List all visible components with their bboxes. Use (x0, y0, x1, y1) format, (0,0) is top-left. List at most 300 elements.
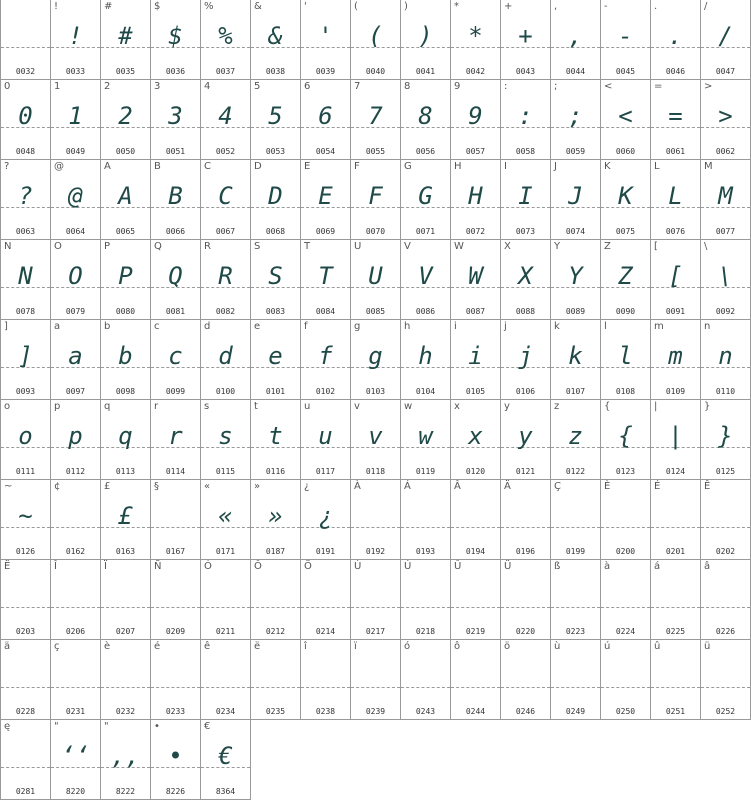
glyph-preview: ' (318, 22, 333, 50)
glyph-code: 8220 (65, 787, 86, 796)
glyph-cell (451, 560, 501, 640)
glyph-preview: G (418, 182, 433, 210)
glyph-code: 0115 (215, 467, 236, 476)
glyph-cell-label: O (54, 241, 62, 252)
glyph-preview: + (518, 22, 533, 50)
glyph-code: 0219 (465, 627, 486, 636)
glyph-preview: H (468, 182, 483, 210)
glyph-preview: . (668, 22, 683, 50)
glyph-preview: @ (68, 182, 83, 210)
glyph-code: 0056 (415, 147, 436, 156)
glyph-cell (501, 560, 551, 640)
glyph-cell (651, 480, 701, 560)
glyph-code: 0101 (265, 387, 286, 396)
glyph-code: 0042 (465, 67, 486, 76)
glyph-cell (201, 720, 251, 800)
glyph-code: 0052 (215, 147, 236, 156)
glyph-preview: b (118, 342, 133, 370)
glyph-code: 0252 (715, 707, 736, 716)
baseline-guide (51, 687, 100, 688)
glyph-code: 0062 (715, 147, 736, 156)
glyph-cell-label: 0 (4, 81, 11, 92)
glyph-cell (501, 240, 551, 320)
glyph-cell-label: R (204, 241, 211, 252)
glyph-cell-label: ö (504, 641, 511, 652)
glyph-code: 0081 (165, 307, 186, 316)
glyph-cell (301, 560, 351, 640)
glyph-preview: X (518, 262, 533, 290)
glyph-cell-label: r (154, 401, 159, 412)
glyph-cell-label: Ù (354, 561, 362, 572)
glyph-code: 0074 (565, 227, 586, 236)
glyph-cell (701, 640, 751, 720)
glyph-cell (251, 400, 301, 480)
glyph-code: 0123 (615, 467, 636, 476)
glyph-cell-label: â (704, 561, 711, 572)
glyph-cell-label: 1 (54, 81, 61, 92)
glyph-preview: M (718, 182, 733, 210)
baseline-guide (1, 767, 50, 768)
glyph-cell-label: G (404, 161, 412, 172)
glyph-cell-label: W (454, 241, 464, 252)
glyph-preview: T (318, 262, 333, 290)
glyph-cell (151, 240, 201, 320)
glyph-cell (351, 0, 401, 80)
glyph-code: 0243 (415, 707, 436, 716)
glyph-preview: 5 (268, 102, 283, 130)
glyph-code: 0032 (15, 67, 36, 76)
glyph-cell (351, 80, 401, 160)
glyph-cell-label: J (554, 161, 557, 172)
glyph-code: 0046 (665, 67, 686, 76)
glyph-cell (101, 160, 151, 240)
baseline-guide (651, 687, 700, 688)
glyph-code: 0043 (515, 67, 536, 76)
glyph-preview: • (168, 742, 183, 770)
glyph-cell-label: = (654, 81, 663, 92)
glyph-cell (401, 160, 451, 240)
glyph-cell (651, 320, 701, 400)
glyph-preview: * (468, 22, 483, 50)
glyph-cell-label: v (354, 401, 360, 412)
baseline-guide (501, 687, 550, 688)
glyph-cell-label: É (654, 481, 661, 492)
glyph-preview: q (118, 422, 133, 450)
baseline-guide (151, 607, 200, 608)
glyph-code: 0041 (415, 67, 436, 76)
glyph-code: 0163 (115, 547, 136, 556)
baseline-guide (101, 607, 150, 608)
glyph-cell-label: ' (304, 1, 307, 12)
glyph-code: 0059 (565, 147, 586, 156)
glyph-cell-label: ï (354, 641, 357, 652)
glyph-cell (551, 400, 601, 480)
glyph-cell-label: \ (704, 241, 708, 252)
glyph-cell-label: Ñ (154, 561, 162, 572)
glyph-cell-label: u (304, 401, 311, 412)
glyph-preview: £ (118, 502, 133, 530)
glyph-cell-label: k (554, 321, 560, 332)
glyph-code: 0110 (715, 387, 736, 396)
glyph-cell-label: % (204, 1, 214, 12)
glyph-cell (151, 320, 201, 400)
glyph-preview: < (618, 102, 633, 130)
glyph-cell (101, 80, 151, 160)
glyph-cell (701, 480, 751, 560)
glyph-cell-label: ] (4, 321, 8, 332)
glyph-preview: n (718, 342, 733, 370)
glyph-cell (401, 560, 451, 640)
glyph-code: 0211 (215, 627, 236, 636)
glyph-cell-label: ä (4, 641, 11, 652)
glyph-cell (301, 480, 351, 560)
glyph-code: 0120 (465, 467, 486, 476)
glyph-code: 0045 (615, 67, 636, 76)
glyph-cell (151, 400, 201, 480)
glyph-preview: | (668, 422, 683, 450)
glyph-code: 0085 (365, 307, 386, 316)
glyph-cell-label: [ (654, 241, 658, 252)
glyph-cell (51, 240, 101, 320)
glyph-code: 8226 (165, 787, 186, 796)
baseline-guide (601, 607, 650, 608)
glyph-code: 8364 (215, 787, 236, 796)
glyph-cell (1, 560, 51, 640)
glyph-cell (601, 400, 651, 480)
glyph-cell-label: b (104, 321, 111, 332)
glyph-code: 0105 (465, 387, 486, 396)
glyph-cell-label: " (104, 721, 109, 732)
glyph-code: 0058 (515, 147, 536, 156)
glyph-code: 0109 (665, 387, 686, 396)
glyph-code: 8222 (115, 787, 136, 796)
glyph-cell-label: ? (4, 161, 10, 172)
baseline-guide (1, 687, 50, 688)
glyph-code: 0106 (515, 387, 536, 396)
glyph-cell (251, 480, 301, 560)
glyph-cell-label: à (604, 561, 611, 572)
glyph-code: 0114 (165, 467, 186, 476)
glyph-cell-label: Ú (404, 561, 412, 572)
glyph-preview: 3 (168, 102, 183, 130)
glyph-cell-label: n (704, 321, 711, 332)
glyph-cell (1, 80, 51, 160)
glyph-cell-label: Á (404, 481, 411, 492)
glyph-code: 0107 (565, 387, 586, 396)
glyph-code: 0044 (565, 67, 586, 76)
glyph-code: 0244 (465, 707, 486, 716)
glyph-preview: z (568, 422, 583, 450)
glyph-cell (201, 560, 251, 640)
glyph-cell-label: ë (254, 641, 261, 652)
baseline-guide (201, 687, 250, 688)
glyph-cell (151, 720, 201, 800)
glyph-code: 0035 (115, 67, 136, 76)
baseline-guide (451, 607, 500, 608)
glyph-cell-label: j (504, 321, 507, 332)
baseline-guide (601, 687, 650, 688)
glyph-code: 0119 (415, 467, 436, 476)
glyph-preview: & (268, 22, 283, 50)
glyph-preview: % (218, 22, 233, 50)
baseline-guide (301, 607, 350, 608)
glyph-cell (251, 320, 301, 400)
glyph-code: 0068 (265, 227, 286, 236)
glyph-code: 0076 (665, 227, 686, 236)
glyph-code: 0084 (315, 307, 336, 316)
glyph-cell (201, 240, 251, 320)
glyph-preview: V (418, 262, 433, 290)
glyph-code: 0053 (265, 147, 286, 156)
baseline-guide (501, 527, 550, 528)
baseline-guide (451, 687, 500, 688)
glyph-cell-label: p (54, 401, 61, 412)
glyph-cell-label: é (154, 641, 161, 652)
glyph-code: 0091 (665, 307, 686, 316)
glyph-cell-label: N (4, 241, 12, 252)
glyph-code: 0099 (165, 387, 186, 396)
glyph-cell-label: A (104, 161, 111, 172)
glyph-code: 0113 (115, 467, 136, 476)
glyph-cell-label: § (154, 481, 159, 492)
glyph-cell (101, 640, 151, 720)
glyph-cell-label: # (104, 1, 113, 12)
glyph-cell (501, 400, 551, 480)
glyph-code: 0083 (265, 307, 286, 316)
glyph-preview: 0 (18, 102, 33, 130)
glyph-cell-label: È (604, 481, 611, 492)
glyph-cell-label: Q (154, 241, 162, 252)
glyph-preview: R (218, 262, 233, 290)
glyph-preview: } (718, 422, 733, 450)
glyph-preview: r (168, 422, 183, 450)
glyph-preview: k (568, 342, 583, 370)
glyph-cell-label: 9 (454, 81, 461, 92)
baseline-guide (351, 687, 400, 688)
glyph-cell-label: m (654, 321, 664, 332)
glyph-cell (201, 80, 251, 160)
glyph-cell (451, 0, 501, 80)
glyph-code: 0082 (215, 307, 236, 316)
glyph-code: 0191 (315, 547, 336, 556)
glyph-cell-label: 4 (204, 81, 211, 92)
glyph-preview: O (68, 262, 83, 290)
glyph-preview: ,, (111, 742, 140, 770)
glyph-preview: J (568, 182, 583, 210)
baseline-guide (451, 527, 500, 528)
glyph-cell (301, 320, 351, 400)
glyph-preview: y (518, 422, 533, 450)
glyph-cell-label: > (704, 81, 713, 92)
glyph-code: 0217 (365, 627, 386, 636)
glyph-cell (401, 240, 451, 320)
glyph-cell-label: - (604, 1, 608, 12)
glyph-cell-label: 3 (154, 81, 161, 92)
glyph-preview: ! (68, 22, 83, 50)
glyph-code: 0228 (15, 707, 36, 716)
glyph-cell (651, 640, 701, 720)
glyph-code: 0246 (515, 707, 536, 716)
glyph-code: 0238 (315, 707, 336, 716)
glyph-code: 0067 (215, 227, 236, 236)
glyph-cell (51, 480, 101, 560)
glyph-cell (51, 640, 101, 720)
glyph-preview: ~ (18, 502, 33, 530)
glyph-preview: h (418, 342, 433, 370)
glyph-cell-label: Î (54, 561, 57, 572)
glyph-cell-label: f (304, 321, 308, 332)
glyph-code: 0079 (65, 307, 86, 316)
glyph-preview: U (368, 262, 383, 290)
baseline-guide (601, 527, 650, 528)
glyph-cell-label: g (354, 321, 361, 332)
glyph-cell-label: û (654, 641, 661, 652)
glyph-preview: P (118, 262, 133, 290)
glyph-code: 0206 (65, 627, 86, 636)
glyph-cell (301, 0, 351, 80)
glyph-cell-label: D (254, 161, 262, 172)
glyph-code: 0073 (515, 227, 536, 236)
glyph-cell-label: Â (454, 481, 461, 492)
glyph-cell-label: ß (554, 561, 561, 572)
glyph-cell (551, 0, 601, 80)
glyph-code: 0116 (265, 467, 286, 476)
glyph-cell-label: w (404, 401, 413, 412)
glyph-preview: C (218, 182, 233, 210)
glyph-code: 0060 (615, 147, 636, 156)
glyph-preview: 8 (418, 102, 433, 130)
glyph-preview: c (168, 342, 183, 370)
glyph-preview: , (568, 22, 583, 50)
glyph-cell-label: & (254, 1, 262, 12)
glyph-cell-label: » (254, 481, 261, 492)
glyph-cell (201, 640, 251, 720)
glyph-code: 0167 (165, 547, 186, 556)
glyph-cell-label: ę (4, 721, 11, 732)
glyph-cell-label: ü (704, 641, 711, 652)
glyph-cell (151, 640, 201, 720)
glyph-code: 0088 (515, 307, 536, 316)
glyph-code: 0239 (365, 707, 386, 716)
baseline-guide (301, 687, 350, 688)
glyph-cell-label: , (554, 1, 558, 12)
glyph-preview: g (368, 342, 383, 370)
glyph-code: 0086 (415, 307, 436, 316)
glyph-code: 0187 (265, 547, 286, 556)
glyph-code: 0070 (365, 227, 386, 236)
glyph-cell (51, 320, 101, 400)
glyph-cell-label: / (704, 1, 708, 12)
glyph-cell-label: z (554, 401, 560, 412)
glyph-cell (351, 160, 401, 240)
glyph-code: 0087 (465, 307, 486, 316)
glyph-cell-label: 7 (354, 81, 361, 92)
glyph-cell (51, 160, 101, 240)
baseline-guide (701, 527, 750, 528)
glyph-cell (51, 80, 101, 160)
glyph-cell (101, 480, 151, 560)
glyph-cell-label: î (304, 641, 307, 652)
glyph-code: 0126 (15, 547, 36, 556)
glyph-preview: f (318, 342, 333, 370)
glyph-code: 0102 (315, 387, 336, 396)
glyph-cell (401, 640, 451, 720)
glyph-code: 0201 (665, 547, 686, 556)
glyph-preview: t (268, 422, 283, 450)
glyph-cell-label: S (254, 241, 261, 252)
glyph-preview: 6 (318, 102, 333, 130)
glyph-preview: \ (718, 262, 733, 290)
baseline-guide (551, 607, 600, 608)
glyph-cell (601, 160, 651, 240)
glyph-code: 0071 (415, 227, 436, 236)
baseline-guide (51, 527, 100, 528)
glyph-cell (501, 640, 551, 720)
glyph-preview: o (18, 422, 33, 450)
glyph-cell-label: è (104, 641, 111, 652)
glyph-code: 0047 (715, 67, 736, 76)
glyph-cell-label: i (454, 321, 457, 332)
glyph-code: 0075 (615, 227, 636, 236)
glyph-cell (651, 400, 701, 480)
glyph-cell-label: Ö (304, 561, 312, 572)
glyph-cell (151, 160, 201, 240)
glyph-cell-label: Z (604, 241, 611, 252)
glyph-cell (301, 80, 351, 160)
glyph-code: 0103 (365, 387, 386, 396)
glyph-code: 0100 (215, 387, 236, 396)
glyph-cell (451, 640, 501, 720)
glyph-preview: i (468, 342, 483, 370)
glyph-cell-label: ô (454, 641, 461, 652)
glyph-cell-label: M (704, 161, 713, 172)
glyph-preview: ¿ (318, 502, 333, 530)
glyph-cell (551, 320, 601, 400)
glyph-preview: : (518, 102, 533, 130)
baseline-guide (1, 607, 50, 608)
glyph-code: 0250 (615, 707, 636, 716)
glyph-cell-label: h (404, 321, 411, 332)
glyph-cell (551, 560, 601, 640)
glyph-cell-label: c (154, 321, 160, 332)
glyph-cell-label: q (104, 401, 111, 412)
glyph-code: 0192 (365, 547, 386, 556)
glyph-cell (51, 0, 101, 80)
glyph-code: 0077 (715, 227, 736, 236)
glyph-preview: 1 (68, 102, 83, 130)
glyph-cell (701, 560, 751, 640)
glyph-cell-label: @ (54, 161, 64, 172)
glyph-cell (701, 160, 751, 240)
glyph-code: 0033 (65, 67, 86, 76)
glyph-cell-label: t (254, 401, 258, 412)
glyph-preview: 4 (218, 102, 233, 130)
glyph-cell (151, 80, 201, 160)
glyph-code: 0235 (265, 707, 286, 716)
glyph-cell-label: * (454, 1, 459, 12)
glyph-code: 0038 (265, 67, 286, 76)
glyph-cell (101, 560, 151, 640)
baseline-guide (401, 687, 450, 688)
glyph-code: 0090 (615, 307, 636, 316)
glyph-cell (651, 560, 701, 640)
glyph-cell (1, 0, 51, 80)
glyph-cell (651, 80, 701, 160)
glyph-preview: ‘‘ (61, 742, 90, 770)
glyph-cell-label: E (304, 161, 311, 172)
glyph-cell-label: Y (554, 241, 561, 252)
glyph-code: 0080 (115, 307, 136, 316)
